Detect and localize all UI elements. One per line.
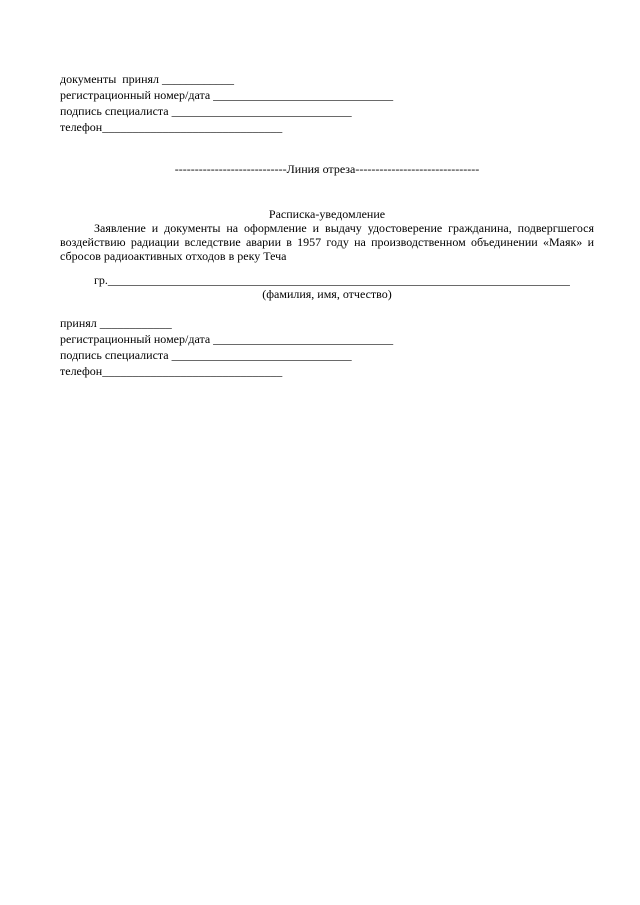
bottom-registration-number-line: регистрационный номер/дата ______________________________	[60, 332, 394, 346]
cut-line: ----------------------------Линия отреза-------------------------------	[174, 162, 480, 176]
phone-line: телефон______________________________	[60, 120, 283, 134]
receipt-title: Расписка-уведомление	[268, 207, 386, 221]
receipt-body: Заявление и документы на оформление и выдачу удостоверение гражданина, подвергшегося воздействию радиации вследствие аварии в 1957 году на производственном объединении «Маяк» и сбросов радиоактивных отходов в реку Теча	[60, 221, 594, 263]
specialist-signature-line: подпись специалиста ______________________________	[60, 104, 352, 118]
registration-number-line: регистрационный номер/дата ______________________________	[60, 88, 394, 102]
bottom-received-by-line: принял ____________	[60, 316, 172, 330]
citizen-name-caption: (фамилия, имя, отчество)	[262, 287, 392, 301]
bottom-phone-line: телефон______________________________	[60, 364, 283, 378]
bottom-specialist-signature-line: подпись специалиста ______________________________	[60, 348, 352, 362]
received-by-line: документы принял ____________	[60, 72, 235, 86]
citizen-name-line: гр._____________________________________________________________________________	[94, 273, 570, 287]
